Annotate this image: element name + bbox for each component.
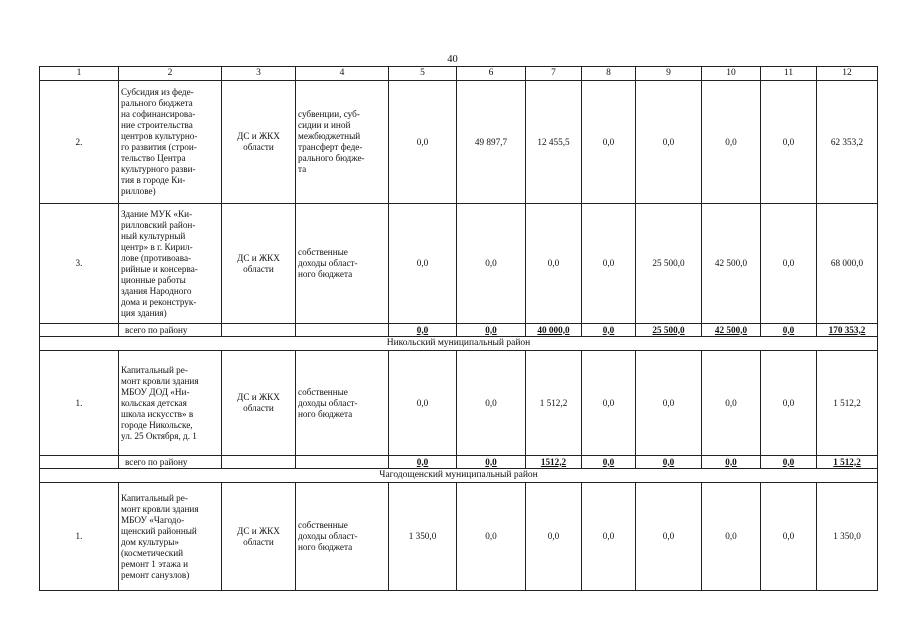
value-cell: 0,0 [761, 204, 817, 324]
value-cell: 0,0 [526, 204, 582, 324]
column-number: 11 [761, 67, 817, 81]
column-number-row [40, 67, 878, 81]
value-cell: 0,0 [702, 351, 761, 456]
value-cell: 0,0 [582, 483, 636, 591]
value-cell: 0,0 [636, 351, 702, 456]
executor: ДС и ЖКХ области [222, 351, 296, 456]
column-number: 8 [582, 67, 636, 81]
column-number: 7 [526, 67, 582, 81]
value-cell: 0,0 [389, 204, 457, 324]
value-cell: 0,0 [582, 351, 636, 456]
budget-table [39, 66, 878, 591]
column-number: 5 [389, 67, 457, 81]
object-name: Капитальный ре- монт кровли здания МБОУ ДОД «Ни- кольская детская школа искусств» в городе Никольске, ул. 25 Октября, д. 1 [119, 351, 222, 456]
column-number: 2 [119, 67, 222, 81]
value-cell: 68 000,0 [817, 204, 878, 324]
column-number: 10 [702, 67, 761, 81]
value-cell: 0,0 [761, 351, 817, 456]
row-number: 2. [40, 81, 119, 204]
page-number: 40 [447, 54, 458, 65]
table-row [40, 204, 878, 324]
total-row [40, 324, 878, 337]
total-value: 1512,2 [526, 456, 582, 469]
total-value: 0,0 [582, 324, 636, 337]
object-name: Капитальный ре- монт кровли здания МБОУ «Чагодо- щенский районный дом культуры» (косметический ремонт 1 этажа и ремонт санузлов) [119, 483, 222, 591]
value-cell: 0,0 [582, 81, 636, 204]
object-name: Здание МУК «Ки- рилловский район- ный культурный центр» в г. Кирил- лове (противоава- рийные и консерва- ционные работы здания Народного дома и реконструк- ция здания) [119, 204, 222, 324]
executor: ДС и ЖКХ области [222, 483, 296, 591]
value-cell: 0,0 [389, 351, 457, 456]
table-row [40, 483, 878, 591]
value-cell: 0,0 [457, 351, 526, 456]
total-value: 0,0 [761, 456, 817, 469]
column-number: 6 [457, 67, 526, 81]
column-number: 3 [222, 67, 296, 81]
value-cell: 1 512,2 [526, 351, 582, 456]
total-value: 40 000,0 [526, 324, 582, 337]
value-cell: 62 353,2 [817, 81, 878, 204]
total-label: всего по району [119, 456, 222, 469]
total-value: 0,0 [389, 324, 457, 337]
funding-source: собственные доходы област- ного бюджета [296, 204, 389, 324]
total-value: 0,0 [582, 456, 636, 469]
value-cell: 42 500,0 [702, 204, 761, 324]
section-header-row [40, 469, 878, 483]
value-cell: 0,0 [761, 483, 817, 591]
value-cell: 0,0 [761, 81, 817, 204]
value-cell: 1 350,0 [817, 483, 878, 591]
total-value: 42 500,0 [702, 324, 761, 337]
value-cell: 0,0 [457, 204, 526, 324]
value-cell: 25 500,0 [636, 204, 702, 324]
column-number: 1 [40, 67, 119, 81]
table-row [40, 81, 878, 204]
value-cell: 0,0 [636, 483, 702, 591]
total-value: 0,0 [636, 456, 702, 469]
value-cell: 0,0 [526, 483, 582, 591]
section-title: Чагодощенский муниципальный район [40, 469, 878, 483]
value-cell: 0,0 [582, 204, 636, 324]
total-value: 170 353,2 [817, 324, 878, 337]
row-number: 1. [40, 483, 119, 591]
executor: ДС и ЖКХ области [222, 204, 296, 324]
total-value: 0,0 [761, 324, 817, 337]
column-number: 12 [817, 67, 878, 81]
section-header-row [40, 337, 878, 351]
total-value: 0,0 [457, 324, 526, 337]
total-value: 0,0 [702, 456, 761, 469]
column-number: 9 [636, 67, 702, 81]
total-value: 0,0 [457, 456, 526, 469]
value-cell: 0,0 [636, 81, 702, 204]
value-cell: 0,0 [702, 81, 761, 204]
funding-source: собственные доходы област- ного бюджета [296, 483, 389, 591]
value-cell: 0,0 [702, 483, 761, 591]
executor: ДС и ЖКХ области [222, 81, 296, 204]
value-cell: 0,0 [457, 483, 526, 591]
total-value: 1 512,2 [817, 456, 878, 469]
value-cell: 12 455,5 [526, 81, 582, 204]
value-cell: 0,0 [389, 81, 457, 204]
row-number: 3. [40, 204, 119, 324]
value-cell: 1 350,0 [389, 483, 457, 591]
funding-source: собственные доходы област- ного бюджета [296, 351, 389, 456]
total-label: всего по району [119, 324, 222, 337]
object-name: Субсидия из феде- рального бюджета на софинансирова- ние строительства центров культурно- го развития (строи- тельство Центра культурного разви- тия в городе Ки- риллове) [119, 81, 222, 204]
total-row [40, 456, 878, 469]
section-title: Никольский муниципальный район [40, 337, 878, 351]
table-row [40, 351, 878, 456]
total-value: 25 500,0 [636, 324, 702, 337]
funding-source: субвенции, суб- сидии и иной межбюджетный трансферт феде- рального бюдже- та [296, 81, 389, 204]
total-value: 0,0 [389, 456, 457, 469]
column-number: 4 [296, 67, 389, 81]
row-number: 1. [40, 351, 119, 456]
value-cell: 49 897,7 [457, 81, 526, 204]
value-cell: 1 512,2 [817, 351, 878, 456]
